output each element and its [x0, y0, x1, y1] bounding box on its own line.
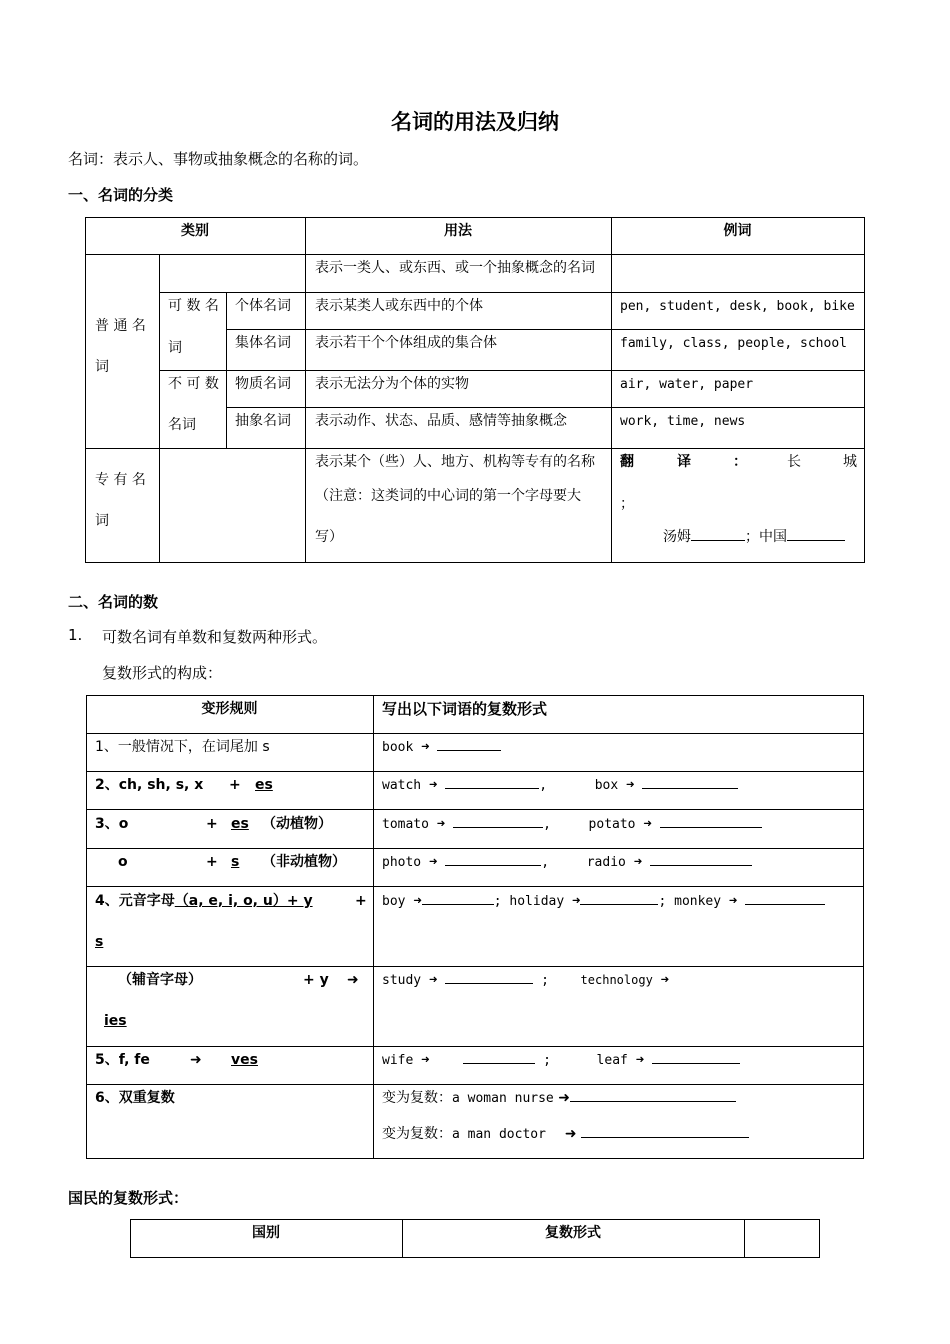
- proper-usage-1: 表示某个（些）人、地方、机构等专有的名称: [315, 454, 595, 470]
- china-label: ；中国: [745, 529, 787, 545]
- rule-6: 6、双重复数: [95, 1090, 175, 1106]
- individual-usage: 表示某类人或东西中的个体: [315, 298, 483, 314]
- proper-usage-3: 写）: [315, 529, 343, 545]
- common-noun-label: 普 通 名: [95, 318, 146, 334]
- translate-label-1: 翻: [620, 454, 634, 470]
- comma: ,: [539, 778, 548, 793]
- word-watch: watch: [382, 778, 422, 793]
- great-wall-2: 城: [843, 454, 857, 470]
- semicolon: ;: [658, 894, 667, 909]
- word-wife: wife: [382, 1053, 414, 1068]
- arrow-icon: ➜: [643, 816, 652, 832]
- rule-5-suffix: ves: [231, 1052, 258, 1068]
- arrow-icon: ➜: [660, 972, 670, 988]
- proper-noun-label: 专 有 名: [95, 472, 146, 488]
- translate-colon: ：: [733, 454, 747, 470]
- arrow-icon: ➜: [421, 1052, 430, 1068]
- rule-1: 1、一般情况下，在词尾加 s: [95, 739, 270, 755]
- arrow-icon: ➜: [626, 777, 635, 793]
- plural-formation-label: 复数形式的构成：: [102, 664, 223, 682]
- item1-text: 可数名词有单数和复数两种形式。: [102, 628, 328, 646]
- semicolon: ;: [543, 1053, 551, 1068]
- rule-4-suffix: s: [95, 934, 104, 950]
- material-usage: 表示无法分为个体的实物: [315, 376, 469, 392]
- rule-3b-note: （非动植物）: [262, 854, 346, 870]
- word-holiday: holiday: [509, 894, 565, 909]
- arrow-icon: ➜: [347, 972, 359, 988]
- abstract-examples: work, time, news: [620, 414, 746, 429]
- rule-4b-suffix: ies: [104, 1013, 127, 1029]
- arrow-icon: ➜: [558, 1090, 570, 1106]
- arrow-icon: ➜: [413, 893, 422, 909]
- translate-label-2: 译: [677, 454, 691, 470]
- rule-3-note: （动植物）: [262, 816, 332, 832]
- rule-3: 3、o: [95, 816, 129, 832]
- abstract-noun: 抽象名词: [235, 413, 291, 429]
- rule-2-suffix: es: [255, 777, 273, 793]
- rule-4b-y: + y: [303, 972, 329, 988]
- section1-heading: 一、名词的分类: [68, 186, 174, 204]
- word-book: book: [382, 740, 414, 755]
- arrow-icon: ➜: [428, 854, 438, 870]
- word-technology: technology: [580, 973, 653, 987]
- rule-5: 5、f, fe: [95, 1052, 150, 1068]
- page-title: 名词的用法及归纳: [391, 110, 559, 134]
- word-woman-nurse: a woman nurse: [452, 1091, 554, 1106]
- great-wall-1: 长: [787, 454, 801, 470]
- collective-noun: 集体名词: [235, 335, 291, 351]
- word-man-doctor: a man doctor: [452, 1127, 546, 1142]
- rule-3b-suffix: s: [231, 854, 240, 870]
- countable-label: 可 数 名: [168, 298, 219, 314]
- item1-number: 1.: [68, 626, 83, 644]
- word-photo: photo: [382, 855, 422, 870]
- collective-examples: family, class, people, school: [620, 336, 847, 351]
- individual-examples: pen, student, desk, book, bike: [620, 299, 855, 314]
- word-radio: radio: [586, 855, 626, 870]
- rule-4-label: 4、元音字母: [95, 893, 175, 909]
- word-study: study: [382, 973, 422, 988]
- arrow-icon: ➜: [633, 854, 643, 870]
- header-usage: 用法: [444, 223, 472, 239]
- arrow-icon: ➜: [564, 1126, 577, 1142]
- header-rule: 变形规则: [201, 701, 258, 717]
- rule-3b: o: [118, 854, 128, 870]
- abstract-usage: 表示动作、状态、品质、感情等抽象概念: [315, 413, 567, 429]
- definition: 名词：表示人、事物或抽象概念的名称的词。: [68, 150, 369, 168]
- arrow-icon: ➜: [190, 1052, 202, 1068]
- header-plural-form: 复数形式: [545, 1225, 601, 1241]
- section2-heading: 二、名词的数: [68, 593, 159, 611]
- word-boy: boy: [382, 894, 406, 909]
- header-write-plural: 写出以下词语的复数形式: [382, 700, 548, 718]
- rule-4-vowels: （a, e, i, o, u）+ y: [174, 893, 313, 909]
- semicolon: ;: [541, 973, 549, 988]
- rule-4b: （辅音字母）: [118, 972, 202, 988]
- word-potato: potato: [588, 817, 636, 832]
- word-tomato: tomato: [382, 817, 429, 832]
- common-usage: 表示一类人、或东西、或一个抽象概念的名词: [315, 260, 595, 276]
- comma: ,: [541, 855, 550, 870]
- individual-noun: 个体名词: [235, 298, 291, 314]
- countable-label-2: 词: [168, 340, 182, 356]
- header-category: 类别: [181, 223, 209, 239]
- arrow-icon: ➜: [421, 739, 430, 755]
- uncountable-label: 不 可 数: [168, 376, 219, 392]
- material-noun: 物质名词: [235, 376, 291, 392]
- translate-semicolon: ；: [620, 496, 634, 512]
- material-examples: air, water, paper: [620, 377, 754, 392]
- arrow-icon: ➜: [635, 1052, 645, 1068]
- arrow-icon: ➜: [436, 816, 446, 832]
- rule-2-plus: +: [229, 777, 241, 793]
- rule-2: 2、ch, sh, s, x: [95, 777, 204, 793]
- rule-3-suffix: es: [231, 816, 249, 832]
- proper-usage-2: （注意：这类词的中心词的第一个字母要大: [315, 488, 581, 504]
- header-country: 国别: [252, 1225, 280, 1241]
- collective-usage: 表示若干个个体组成的集合体: [315, 335, 497, 351]
- rule-3b-plus: +: [206, 854, 218, 870]
- comma: ,: [543, 817, 551, 832]
- uncountable-label-2: 名词: [168, 417, 196, 433]
- rule-4-plus: +: [355, 893, 367, 909]
- common-noun-label-2: 词: [95, 359, 109, 375]
- word-leaf: leaf: [596, 1053, 628, 1068]
- change-to-plural-label: 变为复数：: [382, 1126, 452, 1142]
- header-examples: 例词: [723, 223, 752, 239]
- proper-noun-label-2: 词: [95, 513, 109, 529]
- word-monkey: monkey: [674, 894, 722, 909]
- word-box: box: [594, 778, 619, 793]
- section3-heading: 国民的复数形式：: [68, 1189, 189, 1207]
- rule-3-plus: +: [206, 816, 218, 832]
- arrow-icon: ➜: [428, 972, 438, 988]
- semicolon: ;: [493, 894, 502, 909]
- tom-label: 汤姆: [663, 529, 691, 545]
- arrow-icon: ➜: [428, 777, 438, 793]
- arrow-icon: ➜: [728, 893, 738, 909]
- change-to-plural-label: 变为复数：: [382, 1090, 452, 1106]
- arrow-icon: ➜: [572, 893, 581, 909]
